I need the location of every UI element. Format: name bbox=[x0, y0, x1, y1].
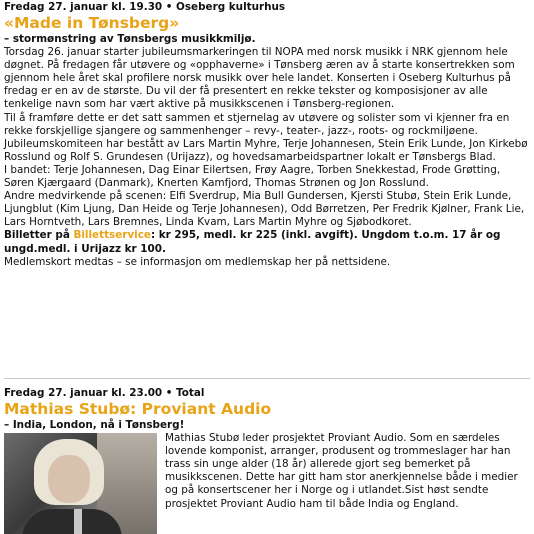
event-date-venue: Fredag 27. januar kl. 19.30 • Oseberg kulturhus bbox=[4, 1, 286, 13]
ticket-prefix: Billetter på bbox=[4, 229, 74, 242]
billettservice-link[interactable]: Billettservice bbox=[73, 229, 151, 242]
ticket-prices: : kr 295, medl. kr 225 (inkl. avgift). Ungdom t.o.m. 17 år og ungd.medl. i Urijazz kr 100. bbox=[4, 229, 501, 255]
musician-photo bbox=[4, 433, 157, 534]
event-title: Mathias Stubø: Proviant Audio bbox=[4, 400, 272, 418]
membership-note: Medlemskort medtas – se informasjon om medlemskap her på nettsidene. bbox=[4, 255, 391, 268]
event-title: «Made in Tønsberg» bbox=[4, 14, 180, 32]
event-description: Mathias Stubø leder prosjektet Proviant Audio. Som en særdeles lovende komponist, arranger, produsent og trommeslager har han trass sin unge alder (18 år) allerede gjort seg bemerket på musikkscenen. Dette har gitt ham stor anerkjennelse både i medier og på konsertscener her i Norge og i utlandet.Sist høst sendte prosjektet Proviant Audio ham til både India og England. bbox=[165, 432, 518, 510]
event-proviant-audio bbox=[4, 386, 532, 534]
event-description bbox=[4, 46, 532, 229]
ticket-info bbox=[4, 229, 532, 255]
event-description-text: Torsdag 26. januar starter jubileumsmarkeringen til NOPA med norsk musikk i NRK gjennom hele døgnet. På fredagen får utøvere og «opphaverne» i Tønsberg æren av å starte konsertrekken som gjennom hele året skal profilere norsk musikk over hele landet. Konserten i Oseberg Kulturhus på fredag er en av de største. Du vil der få presentert en rekke tekster og komposisjoner av alle tenkelige navn som har vært aktive på musikkscenen i Tønsberg-regionen. Til å framføre dette er det satt sammen et stjernelag av utøvere og solister som vi kjenner fra en rekke forskjellige sjangere og sammenhenger – revy-, teater-, jazz-, roots- og rockmiljøene. Jubileumskomiteen har bestått av Lars Martin Myhre, Terje Johannesen, Stein Erik Lunde, Jon Kirkebø Rosslund og Rolf S. Grundesen (Urijazz), og hovedsamarbeidspartner lokalt er Tønsbergs Blad. I bandet: Terje Johannesen, Dag Einar Eilertsen, Frøy Aagre, Torben Snekkestad, Frode Grøtting, Søren Kjærgaard (Danmark), Knerten Kamfjord, Thomas Strønen og Jon Rosslund. Andre medvirkende på scenen: Elfi Sverdrup, Mia Bull Gundersen, Kjersti Stubø, Stein Erik Lunde, Ljungblut (Kim Ljung, Dan Heide og Terje Johannesen), Odd Børretzen, Per Fredrik Kjølner, Frank Lie, Lars Horntveth, Lars Bremnes, Linda Kvam, Lars Martin Myhre og Sjøbodkoret. bbox=[4, 46, 528, 229]
event-divider bbox=[4, 378, 530, 379]
event-made-in-tonsberg bbox=[4, 0, 532, 269]
event-subtitle: – stormønstring av Tønsbergs musikkmiljø. bbox=[4, 33, 256, 45]
event-subtitle: – India, London, nå i Tønsberg! bbox=[4, 419, 185, 431]
event-date-venue: Fredag 27. januar kl. 23.00 • Total bbox=[4, 387, 205, 399]
